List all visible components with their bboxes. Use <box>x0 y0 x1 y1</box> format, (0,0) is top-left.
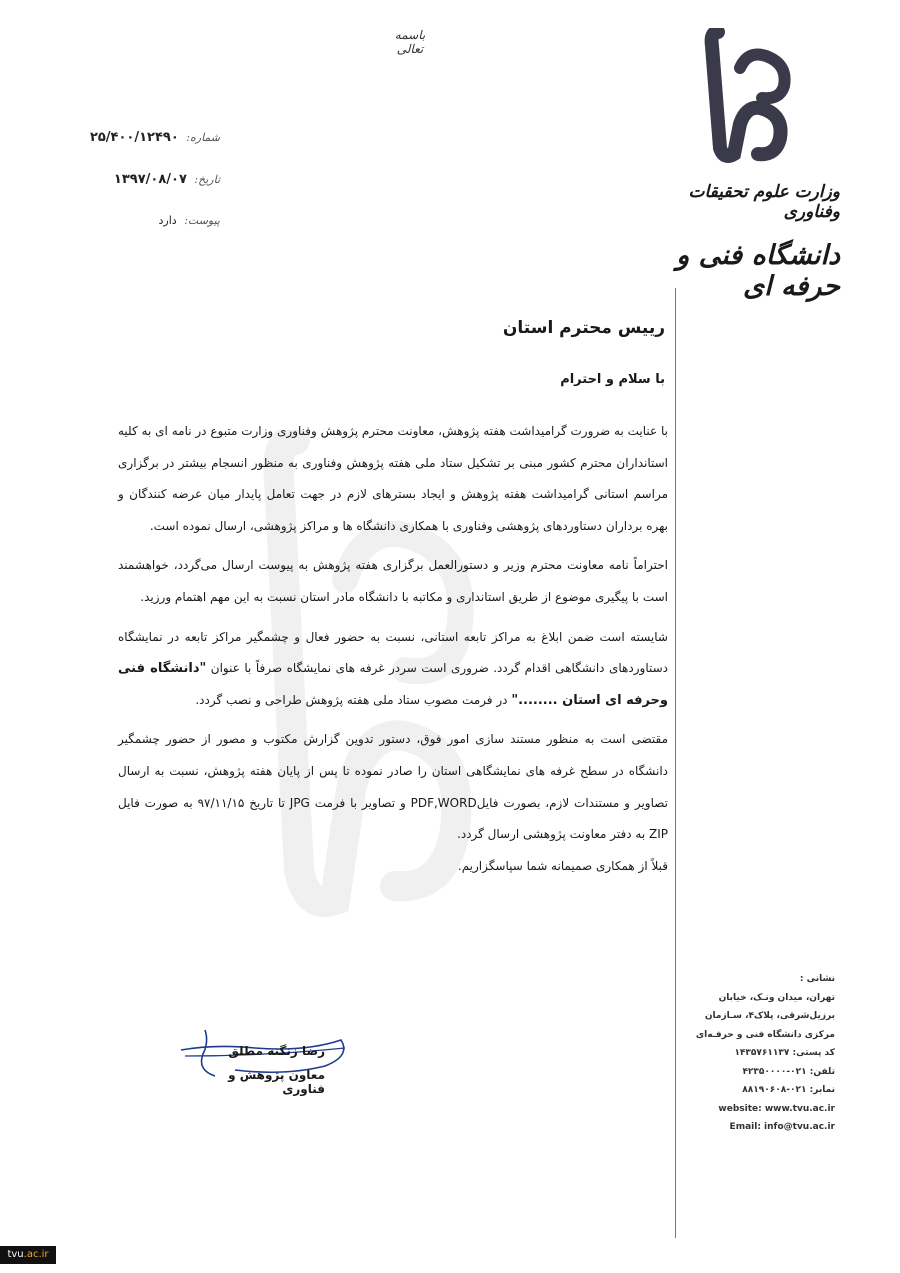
phone: تلفن: ۰۲۱-۴۲۳۵۰۰۰۰ <box>742 1066 835 1077</box>
paragraph-2: احتراماً نامه معاونت محترم وزیر و دستورالعمل برگزاری هفته پژوهش به پیوست ارسال می‌گردد، خواهشمند است با پیگیری موضوع از طریق استانداری و مکاتبه با دانشگاه مادر استان نسبت به این مهم اهتمام ورزید. <box>118 558 668 604</box>
letter-date <box>20 172 220 187</box>
closing: قبلاً از همکاری صمیمانه شما سپاسگزاریم. <box>457 858 668 873</box>
postal-code: کد پستی: ۱۴۳۵۷۶۱۱۳۷ <box>734 1048 835 1058</box>
letter-number-value: ۲۵/۴۰۰/۱۲۴۹۰ <box>89 130 179 145</box>
basmala: باسمه تعالی <box>394 28 426 56</box>
letter-attachment <box>20 214 220 227</box>
university-logo-icon <box>700 28 810 168</box>
paragraph-4: مقتضی است به منظور مستند سازی امور فوق، دستور تدوین گزارش مکتوب و مصور از حضور چشمگیر دانشگاه در سطح غرفه های نمایشگاهی استان را صادر نموده تا پس از پایان هفته پژوهش، نسبت به ارسال تصاویر و مستندات لازم، بصورت فایلPDF,WORD و تصاویر با فرمت JPG تا تاریخ ۹۷/۱۱/۱۵ به صورت فایل ZIP به دفتر معاونت پژوهشی ارسال گردد. <box>118 732 668 842</box>
address-label: نشانی : <box>799 974 835 984</box>
paragraph-1: با عنایت به ضرورت گرامیداشت هفته پژوهش، معاونت محترم پژوهش وفناوری وزارت متبوع در نامه ای به کلیه استانداران محترم کشور مبنی بر تشکیل ستاد ملی هفته پژوهش وفناوری به منظور انسجام بیشتر در برگزاری مراسم استانی گرامیداشت هفته پژوهش و ایجاد بسترهای لازم در جهت تعامل پایدار میان عرضه کنندگان و بهره برداران دستاوردهای پژوهشی وفناوری با همکاری دانشگاه ها و مراکز پژوهشی، ارسال نموده است. <box>118 424 668 533</box>
fax: نمابر: ۰۲۱-۸۸۱۹۰۶۰۸ <box>742 1085 835 1095</box>
address-line-2: برزیل‌شرقی، پلاک۴، سـازمان <box>704 1011 835 1021</box>
letter-date-label: تاریخ: <box>194 173 220 186</box>
letter-date-value: ۱۳۹۷/۰۸/۰۷ <box>113 172 187 187</box>
ministry-name: وزارت علوم تحقیقات وفناوری <box>688 182 840 222</box>
badge-main: tvu <box>7 1249 24 1260</box>
paragraph-3-a: شایسته است ضمن ابلاغ به مراکز تابعه استانی، نسبت به حضور فعال و چشمگیر مراکز تابعه در نمایشگاه دستاوردهای دانشگاهی اقدام گردد. ضروری است سردر غرفه های نمایشگاه صرفاً با عنوان <box>118 629 668 676</box>
recipient: رییس محترم استان <box>502 318 665 338</box>
address-line-3: مرکزی دانشگاه فنی و حرفـه‌ای <box>695 1029 835 1040</box>
paragraph-3-b: در فرمت مصوب ستاد ملی هفته پژوهش طراحی و نصب گردد. <box>195 692 512 707</box>
address-line-1: تهران، میدان ونـک، خیابان <box>718 992 835 1003</box>
signatory-title: معاون پژوهش و فناوری <box>228 1068 325 1096</box>
address-block <box>680 970 835 1137</box>
exhibition-title: "دانشگاه فنی وحرفه ای استان ........" <box>118 661 668 708</box>
greeting: با سلام و احترام <box>560 372 665 387</box>
letter-body <box>118 416 668 882</box>
letter-attachment-label: پیوست: <box>184 214 220 227</box>
website[interactable]: website: www.tvu.ac.ir <box>718 1103 835 1114</box>
university-name: دانشگاه فنی و حرفه ای <box>676 240 840 302</box>
badge-accent: .ac.ir <box>23 1249 49 1260</box>
email[interactable]: Email: info@tvu.ac.ir <box>729 1122 835 1132</box>
letter-number-label: شماره: <box>186 131 220 144</box>
paragraph-3 <box>118 622 668 717</box>
site-badge[interactable] <box>0 1246 56 1264</box>
letter-number <box>20 130 220 145</box>
signatory-name: رضا زنگنه مطلق <box>228 1044 325 1058</box>
margin-divider <box>675 288 676 1238</box>
letter-attachment-value: دارد <box>158 214 177 227</box>
